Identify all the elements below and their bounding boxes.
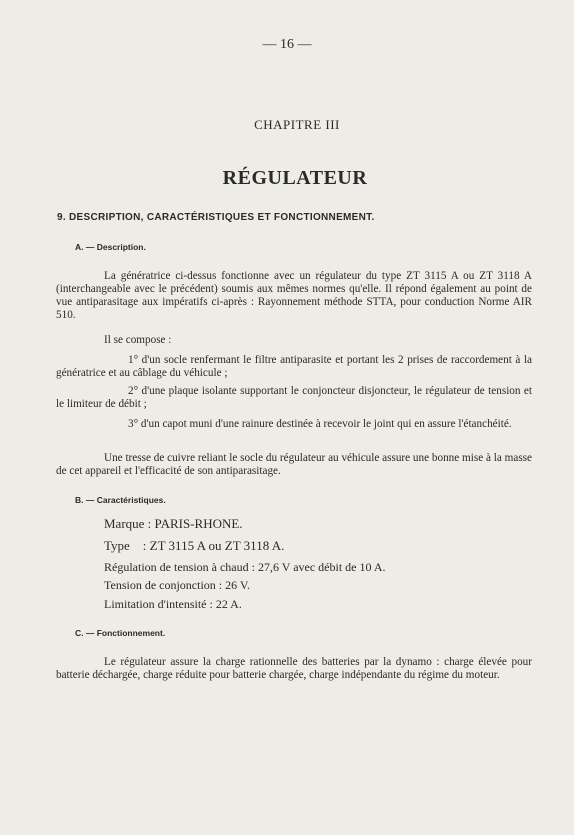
list-item-3-text: 3° d'un capot muni d'une rainure destinée à recevoir le joint qui en assure l'étanchéité. <box>128 418 512 430</box>
paragraph-fonctionnement <box>56 656 532 682</box>
paragraph-compose <box>56 334 532 347</box>
paragraph-fonctionnement-text: Le régulateur assure la charge rationnelle des batteries par la dynamo : charge élevée pour batterie déchargée, charge réduite pour batterie chargée, charge indépendante du régime du moteur. <box>56 656 532 681</box>
page-title: RÉGULATEUR <box>222 167 368 189</box>
paragraph-compose-text: Il se compose : <box>104 334 172 346</box>
spec-limitation: Limitation d'intensité : 22 A. <box>104 597 242 611</box>
chapter-label: CHAPITRE III <box>254 117 340 132</box>
list-item-2 <box>56 385 532 411</box>
paragraph-intro-text: La génératrice ci-dessus fonctionne avec un régulateur du type ZT 3115 A ou ZT 3118 A (interchangeable avec le précédent) soumis aux mêmes normes qu'elle. Il répond également au point de vue antiparasitage aux impératifs ci-après : Rayonnement méthode STTA, pour conduction Norme AIR 510. <box>56 270 532 321</box>
paragraph-tresse <box>56 452 532 478</box>
list-item-2-text: 2° d'une plaque isolante supportant le conjoncteur disjoncteur, le régulateur de tension et le limiteur de débit ; <box>56 385 532 410</box>
subheading-caracteristiques: B. — Caractéristiques. <box>75 495 166 505</box>
paragraph-tresse-text: Une tresse de cuivre reliant le socle du régulateur au véhicule assure une bonne mise à la masse de cet appareil et l'efficacité de son antiparasitage. <box>56 452 532 477</box>
list-item-1-text: 1° d'un socle renfermant le filtre antiparasite et portant les 2 prises de raccordement à la génératrice et au câblage du véhicule ; <box>56 354 532 379</box>
list-item-1 <box>56 354 532 380</box>
paragraph-intro <box>56 270 532 322</box>
spec-conjonction: Tension de conjonction : 26 V. <box>104 578 251 592</box>
spec-type: Type : ZT 3115 A ou ZT 3118 A. <box>104 538 285 553</box>
page-number: — 16 — <box>262 37 312 52</box>
section-heading: 9. DESCRIPTION, CARACTÉRISTIQUES ET FONCTIONNEMENT. <box>57 212 375 223</box>
spec-regulation: Régulation de tension à chaud : 27,6 V avec débit de 10 A. <box>104 560 386 574</box>
spec-marque: Marque : PARIS-RHONE. <box>104 516 243 531</box>
subheading-description: A. — Description. <box>75 242 146 252</box>
list-item-3 <box>56 418 532 431</box>
subheading-fonctionnement: C. — Fonctionnement. <box>75 628 166 638</box>
